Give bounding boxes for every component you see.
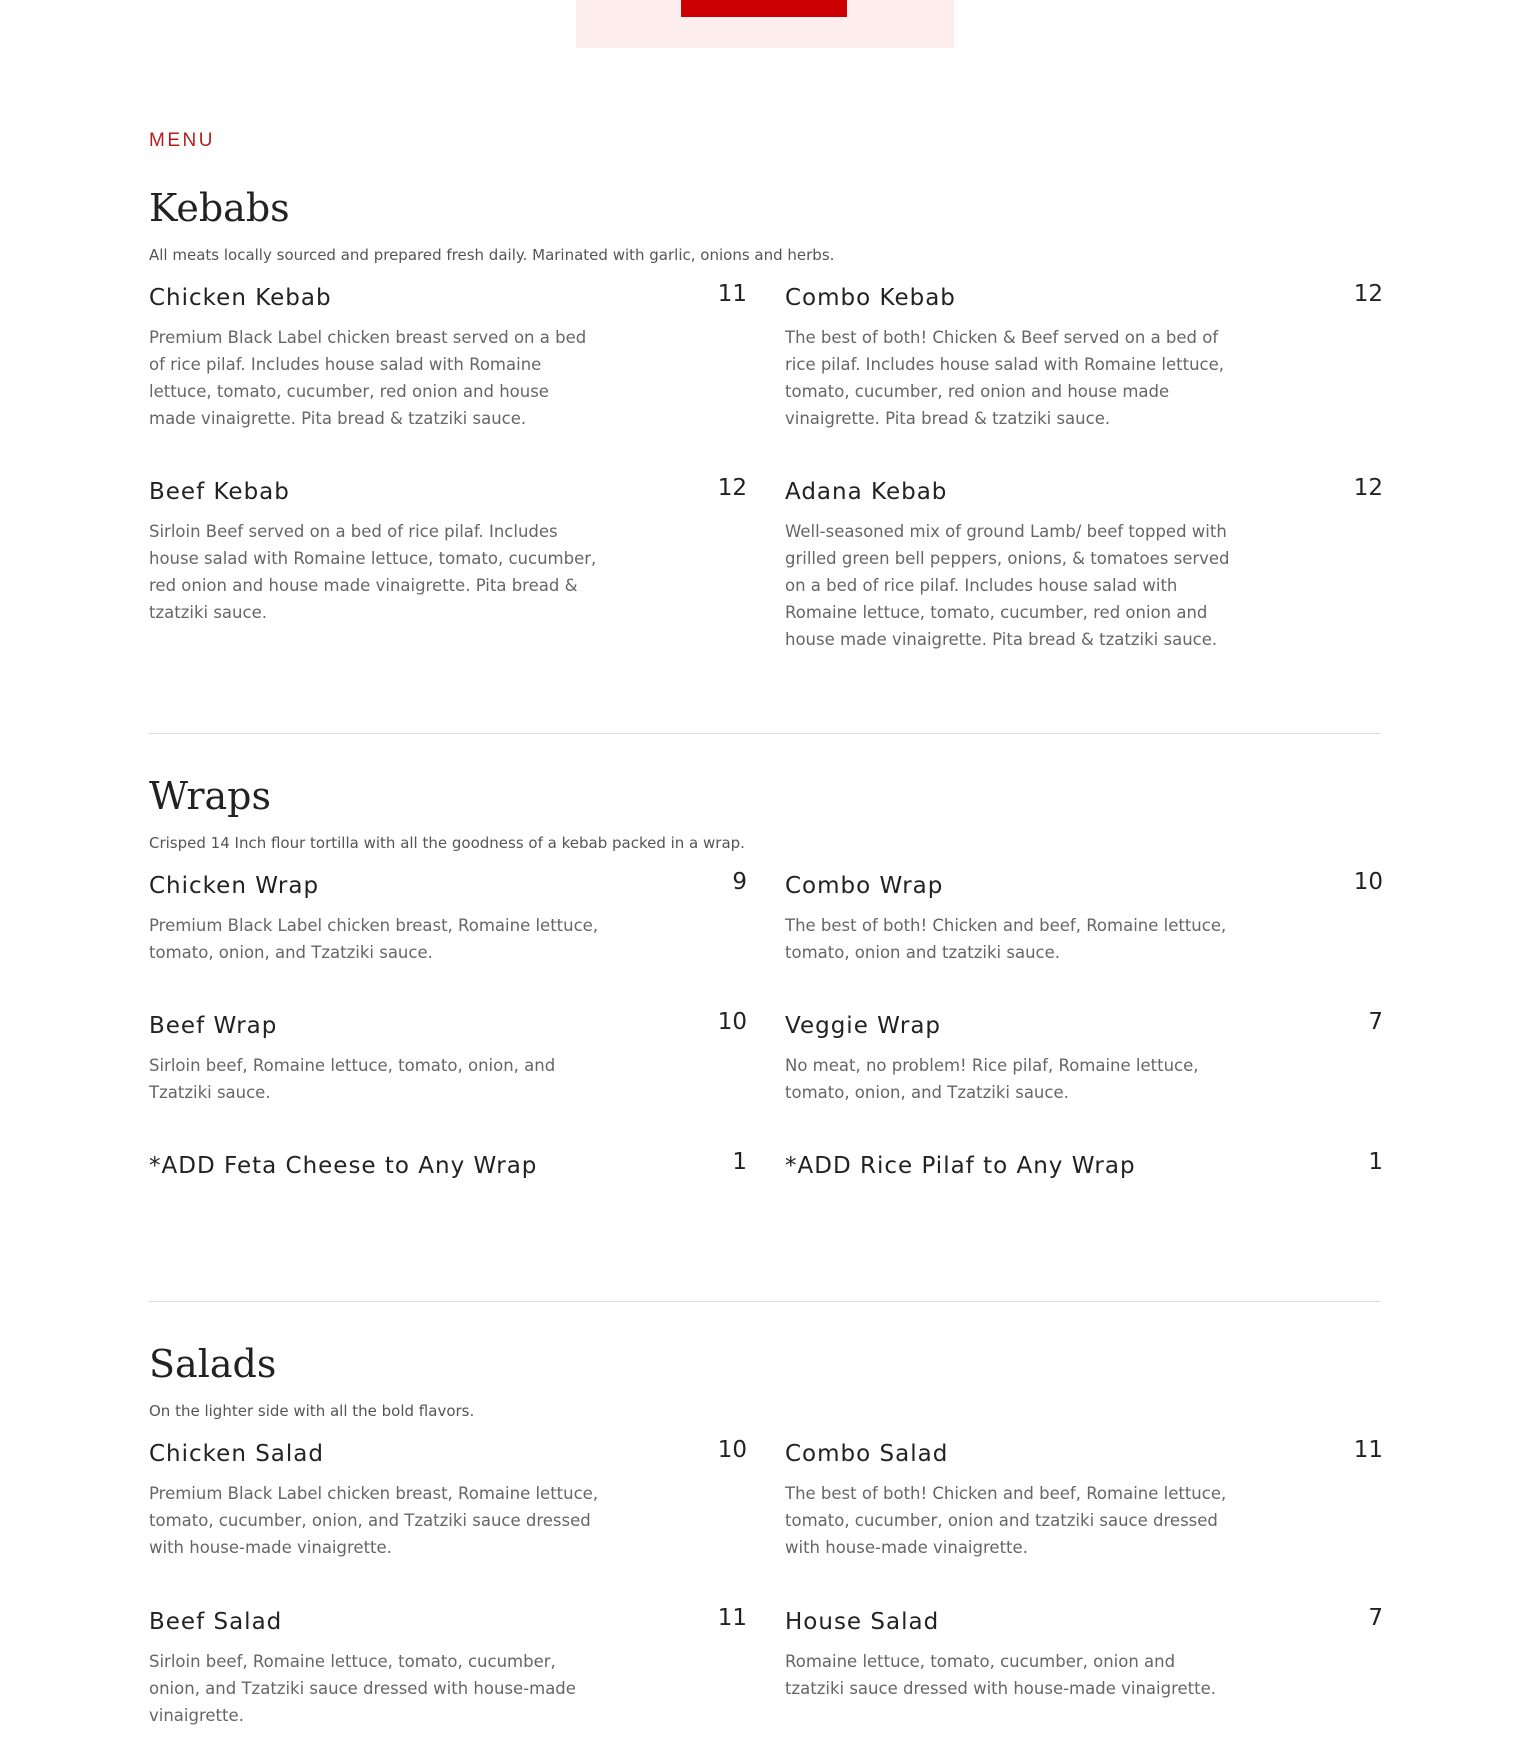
- section-title-wraps: Wraps: [149, 774, 271, 818]
- item-price: 10: [1353, 869, 1383, 895]
- item-description: The best of both! Chicken & Beef served on a bed of rice pilaf. Includes house salad with Romaine lettuce, tomato, cucumber, red onion and house made vinaigrette. Pita bread & tzatziki sauce.: [785, 328, 1225, 428]
- item-name: *ADD Feta Cheese to Any Wrap: [149, 1153, 538, 1179]
- item-price: 10: [717, 1437, 747, 1463]
- item-name: Adana Kebab: [785, 479, 948, 505]
- item-price: 1: [1368, 1149, 1383, 1175]
- section-title-kebabs: Kebabs: [149, 186, 290, 230]
- item-price: 1: [732, 1149, 747, 1175]
- item-description: Premium Black Label chicken breast, Romaine lettuce, tomato, cucumber, onion, and Tzatziki sauce dressed with house-made vinaigrette.: [149, 1484, 599, 1557]
- item-price: 12: [1353, 475, 1383, 501]
- item-price: 10: [717, 1009, 747, 1035]
- section-divider: [149, 1301, 1381, 1302]
- item-price: 12: [1353, 281, 1383, 307]
- item-description: Sirloin Beef served on a bed of rice pilaf. Includes house salad with Romaine lettuce, tomato, cucumber, red onion and house made vinaigrette. Pita bread & tzatziki sauce.: [149, 522, 597, 622]
- item-description: Sirloin beef, Romaine lettuce, tomato, onion, and Tzatziki sauce.: [149, 1056, 556, 1102]
- section-description-salads: On the lighter side with all the bold flavors.: [149, 1402, 475, 1420]
- item-name: Beef Salad: [149, 1609, 283, 1635]
- item-name: *ADD Rice Pilaf to Any Wrap: [785, 1153, 1136, 1179]
- item-description: Premium Black Label chicken breast, Romaine lettuce, tomato, onion, and Tzatziki sauce.: [149, 916, 599, 962]
- section-divider: [149, 733, 1381, 734]
- item-price: 11: [717, 1605, 747, 1631]
- menu-eyebrow: MENU: [149, 130, 215, 151]
- item-description: Well-seasoned mix of ground Lamb/ beef topped with grilled green bell peppers, onions, & tomatoes served on a bed of rice pilaf. Includes house salad with Romaine lettuce, tomato, cucumber, red onion and house made vinaigrette. Pita bread & tzatziki sauce.: [785, 522, 1230, 649]
- wraps-section: [149, 774, 1381, 1204]
- section-description-kebabs: All meats locally sourced and prepared fresh daily. Marinated with garlic, onions and herbs.: [149, 246, 835, 264]
- item-price: 7: [1368, 1605, 1383, 1631]
- item-price: 11: [1353, 1437, 1383, 1463]
- item-description: The best of both! Chicken and beef, Romaine lettuce, tomato, cucumber, onion and tzatziki sauce dressed with house-made vinaigrette.: [785, 1484, 1227, 1557]
- item-name: Combo Wrap: [785, 873, 944, 899]
- section-description-wraps: Crisped 14 Inch flour tortilla with all the goodness of a kebab packed in a wrap.: [149, 834, 745, 852]
- item-price: 9: [732, 869, 747, 895]
- item-price: 7: [1368, 1009, 1383, 1035]
- item-price: 12: [717, 475, 747, 501]
- order-button[interactable]: [681, 0, 847, 17]
- salads-section: [149, 1342, 1381, 1762]
- item-name: House Salad: [785, 1609, 940, 1635]
- item-name: Chicken Wrap: [149, 873, 320, 899]
- item-description: No meat, no problem! Rice pilaf, Romaine lettuce, tomato, onion, and Tzatziki sauce.: [785, 1056, 1199, 1102]
- item-description: Premium Black Label chicken breast served on a bed of rice pilaf. Includes house salad with Romaine lettuce, tomato, cucumber, red onion and house made vinaigrette. Pita bread & tzatziki sauce.: [149, 328, 587, 428]
- item-name: Beef Wrap: [149, 1013, 278, 1039]
- item-description: Romaine lettuce, tomato, cucumber, onion and tzatziki sauce dressed with house-made vinaigrette.: [785, 1652, 1216, 1698]
- top-banner: [576, 0, 954, 48]
- section-title-salads: Salads: [149, 1342, 277, 1386]
- item-name: Combo Kebab: [785, 285, 956, 311]
- item-name: Chicken Salad: [149, 1441, 324, 1467]
- item-description: Sirloin beef, Romaine lettuce, tomato, cucumber, onion, and Tzatziki sauce dressed with house-made vinaigrette.: [149, 1652, 576, 1725]
- item-name: Beef Kebab: [149, 479, 290, 505]
- item-name: Combo Salad: [785, 1441, 949, 1467]
- item-price: 11: [717, 281, 747, 307]
- kebabs-section: [149, 186, 1381, 686]
- item-description: The best of both! Chicken and beef, Romaine lettuce, tomato, onion and tzatziki sauce.: [785, 916, 1227, 962]
- item-name: Veggie Wrap: [785, 1013, 942, 1039]
- item-name: Chicken Kebab: [149, 285, 332, 311]
